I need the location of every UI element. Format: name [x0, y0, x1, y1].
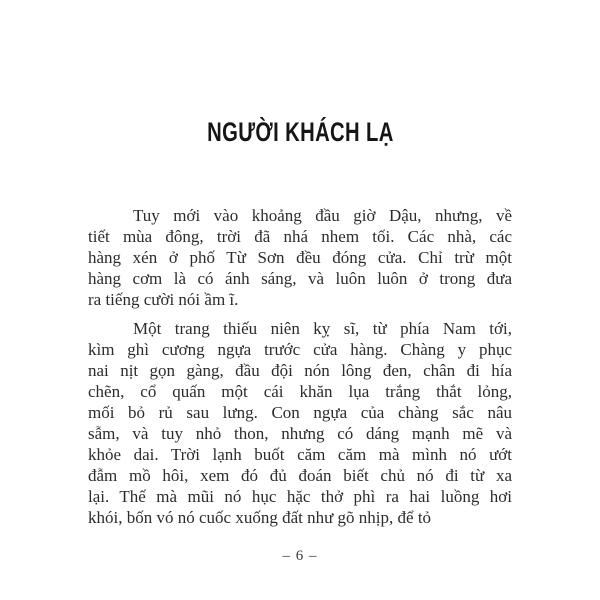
text-line: mối bỏ rủ sau lưng. Con ngựa của chàng sắc nâu	[88, 403, 512, 422]
text-line: nai nịt gọn gàng, đầu đội nón lông đen, chân đi hía	[88, 361, 512, 380]
text-line: chẽn, cổ quấn một cái khăn lụa trắng thắt lỏng,	[88, 382, 512, 401]
text-line: hàng xén ở phố Từ Sơn đều đóng cửa. Chỉ trừ một	[88, 248, 512, 267]
paragraph	[88, 205, 512, 310]
text-line: đẫm mồ hôi, xem đó đủ đoán biết chủ nó đi từ xa	[88, 466, 512, 485]
text-line: tiết mùa đông, trời đã nhá nhem tối. Các nhà, các	[88, 227, 512, 246]
text-line: kìm ghì cương ngựa trước cửa hàng. Chàng y phục	[88, 340, 512, 359]
chapter-title	[0, 116, 600, 148]
text-line: hàng cơm là có ánh sáng, và luôn luôn ở trong đưa	[88, 269, 512, 288]
text-line: khói, bốn vó nó cuốc xuống đất như gõ nhịp, để tỏ	[88, 508, 432, 527]
text-block	[88, 205, 512, 536]
chapter-title-text: NGƯỜI KHÁCH LẠ	[206, 117, 394, 147]
text-line: sẫm, và tuy nhỏ thon, nhưng có dáng mạnh mẽ và	[88, 424, 512, 443]
text-line: ra tiếng cười nói ầm ĩ.	[88, 290, 239, 309]
paragraph	[88, 318, 512, 528]
text-line: Tuy mới vào khoảng đầu giờ Dậu, nhưng, về	[133, 206, 512, 225]
page-number: – 6 –	[282, 548, 318, 564]
text-line: lại. Thế mà mũi nó hục hặc thở phì ra hai luồng hơi	[88, 487, 512, 506]
text-line: Một trang thiếu niên kỵ sĩ, từ phía Nam tới,	[133, 319, 512, 338]
text-line: khỏe dai. Trời lạnh buốt căm căm mà mình nó ướt	[88, 445, 512, 464]
